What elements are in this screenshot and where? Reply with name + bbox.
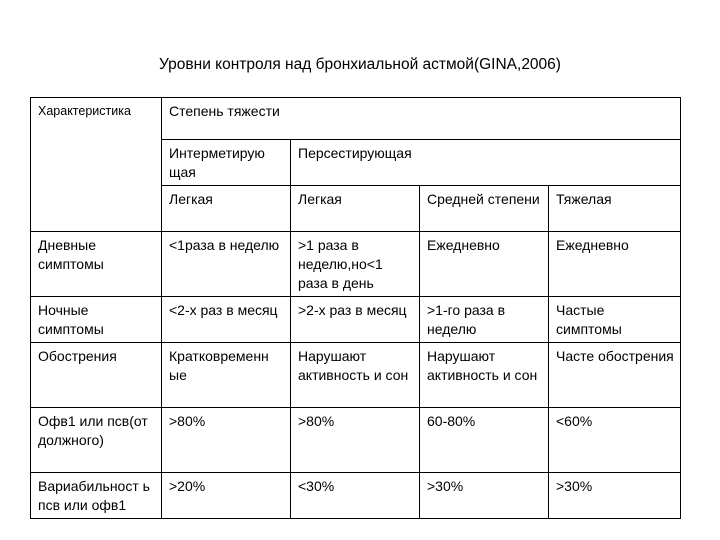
- table-cell: >2-х раз в месяц: [291, 297, 420, 343]
- table-cell: >30%: [549, 473, 681, 519]
- table-row: [31, 343, 681, 408]
- table-cell: Кратковременн ые: [162, 343, 291, 408]
- header-persistent: Персестирующая: [291, 140, 681, 186]
- table-row: [31, 232, 681, 297]
- table-cell: >80%: [162, 408, 291, 473]
- table-row: [31, 408, 681, 473]
- table-cell: >20%: [162, 473, 291, 519]
- header-level: Легкая: [291, 186, 420, 232]
- row-label: Ночные симптомы: [31, 297, 162, 343]
- table-cell: Нарушают активность и сон: [291, 343, 420, 408]
- table-row: [31, 297, 681, 343]
- row-label: Офв1 или псв(от должного): [31, 408, 162, 473]
- table-cell: >80%: [291, 408, 420, 473]
- header-level: Средней степени: [420, 186, 549, 232]
- header-characteristic: Характеристика: [31, 98, 162, 232]
- row-label: Вариабильност ь псв или офв1: [31, 473, 162, 519]
- header-severity: Степень тяжести: [162, 98, 681, 140]
- header-level: Тяжелая: [549, 186, 681, 232]
- row-label: Обострения: [31, 343, 162, 408]
- table-cell: Часте обострения: [549, 343, 681, 408]
- row-label: Дневные симптомы: [31, 232, 162, 297]
- page-title: Уровни контроля над бронхиальной астмой(GINA,2006): [159, 56, 561, 73]
- table-cell: <1раза в неделю: [162, 232, 291, 297]
- table-cell: >30%: [420, 473, 549, 519]
- asthma-control-table: [30, 97, 681, 519]
- table-cell: <30%: [291, 473, 420, 519]
- header-row-1: [31, 98, 681, 140]
- table-cell: Ежедневно: [549, 232, 681, 297]
- table-cell: >1 раза в неделю,но<1 раза в день: [291, 232, 420, 297]
- table-cell: <60%: [549, 408, 681, 473]
- table-cell: Частые симптомы: [549, 297, 681, 343]
- table-cell: >1-го раза в неделю: [420, 297, 549, 343]
- table-cell: Нарушают активность и сон: [420, 343, 549, 408]
- table-cell: 60-80%: [420, 408, 549, 473]
- table-cell: Ежедневно: [420, 232, 549, 297]
- header-intermittent: Интерметирую щая: [162, 140, 291, 186]
- table-cell: <2-х раз в месяц: [162, 297, 291, 343]
- table-row: [31, 473, 681, 519]
- header-level: Легкая: [162, 186, 291, 232]
